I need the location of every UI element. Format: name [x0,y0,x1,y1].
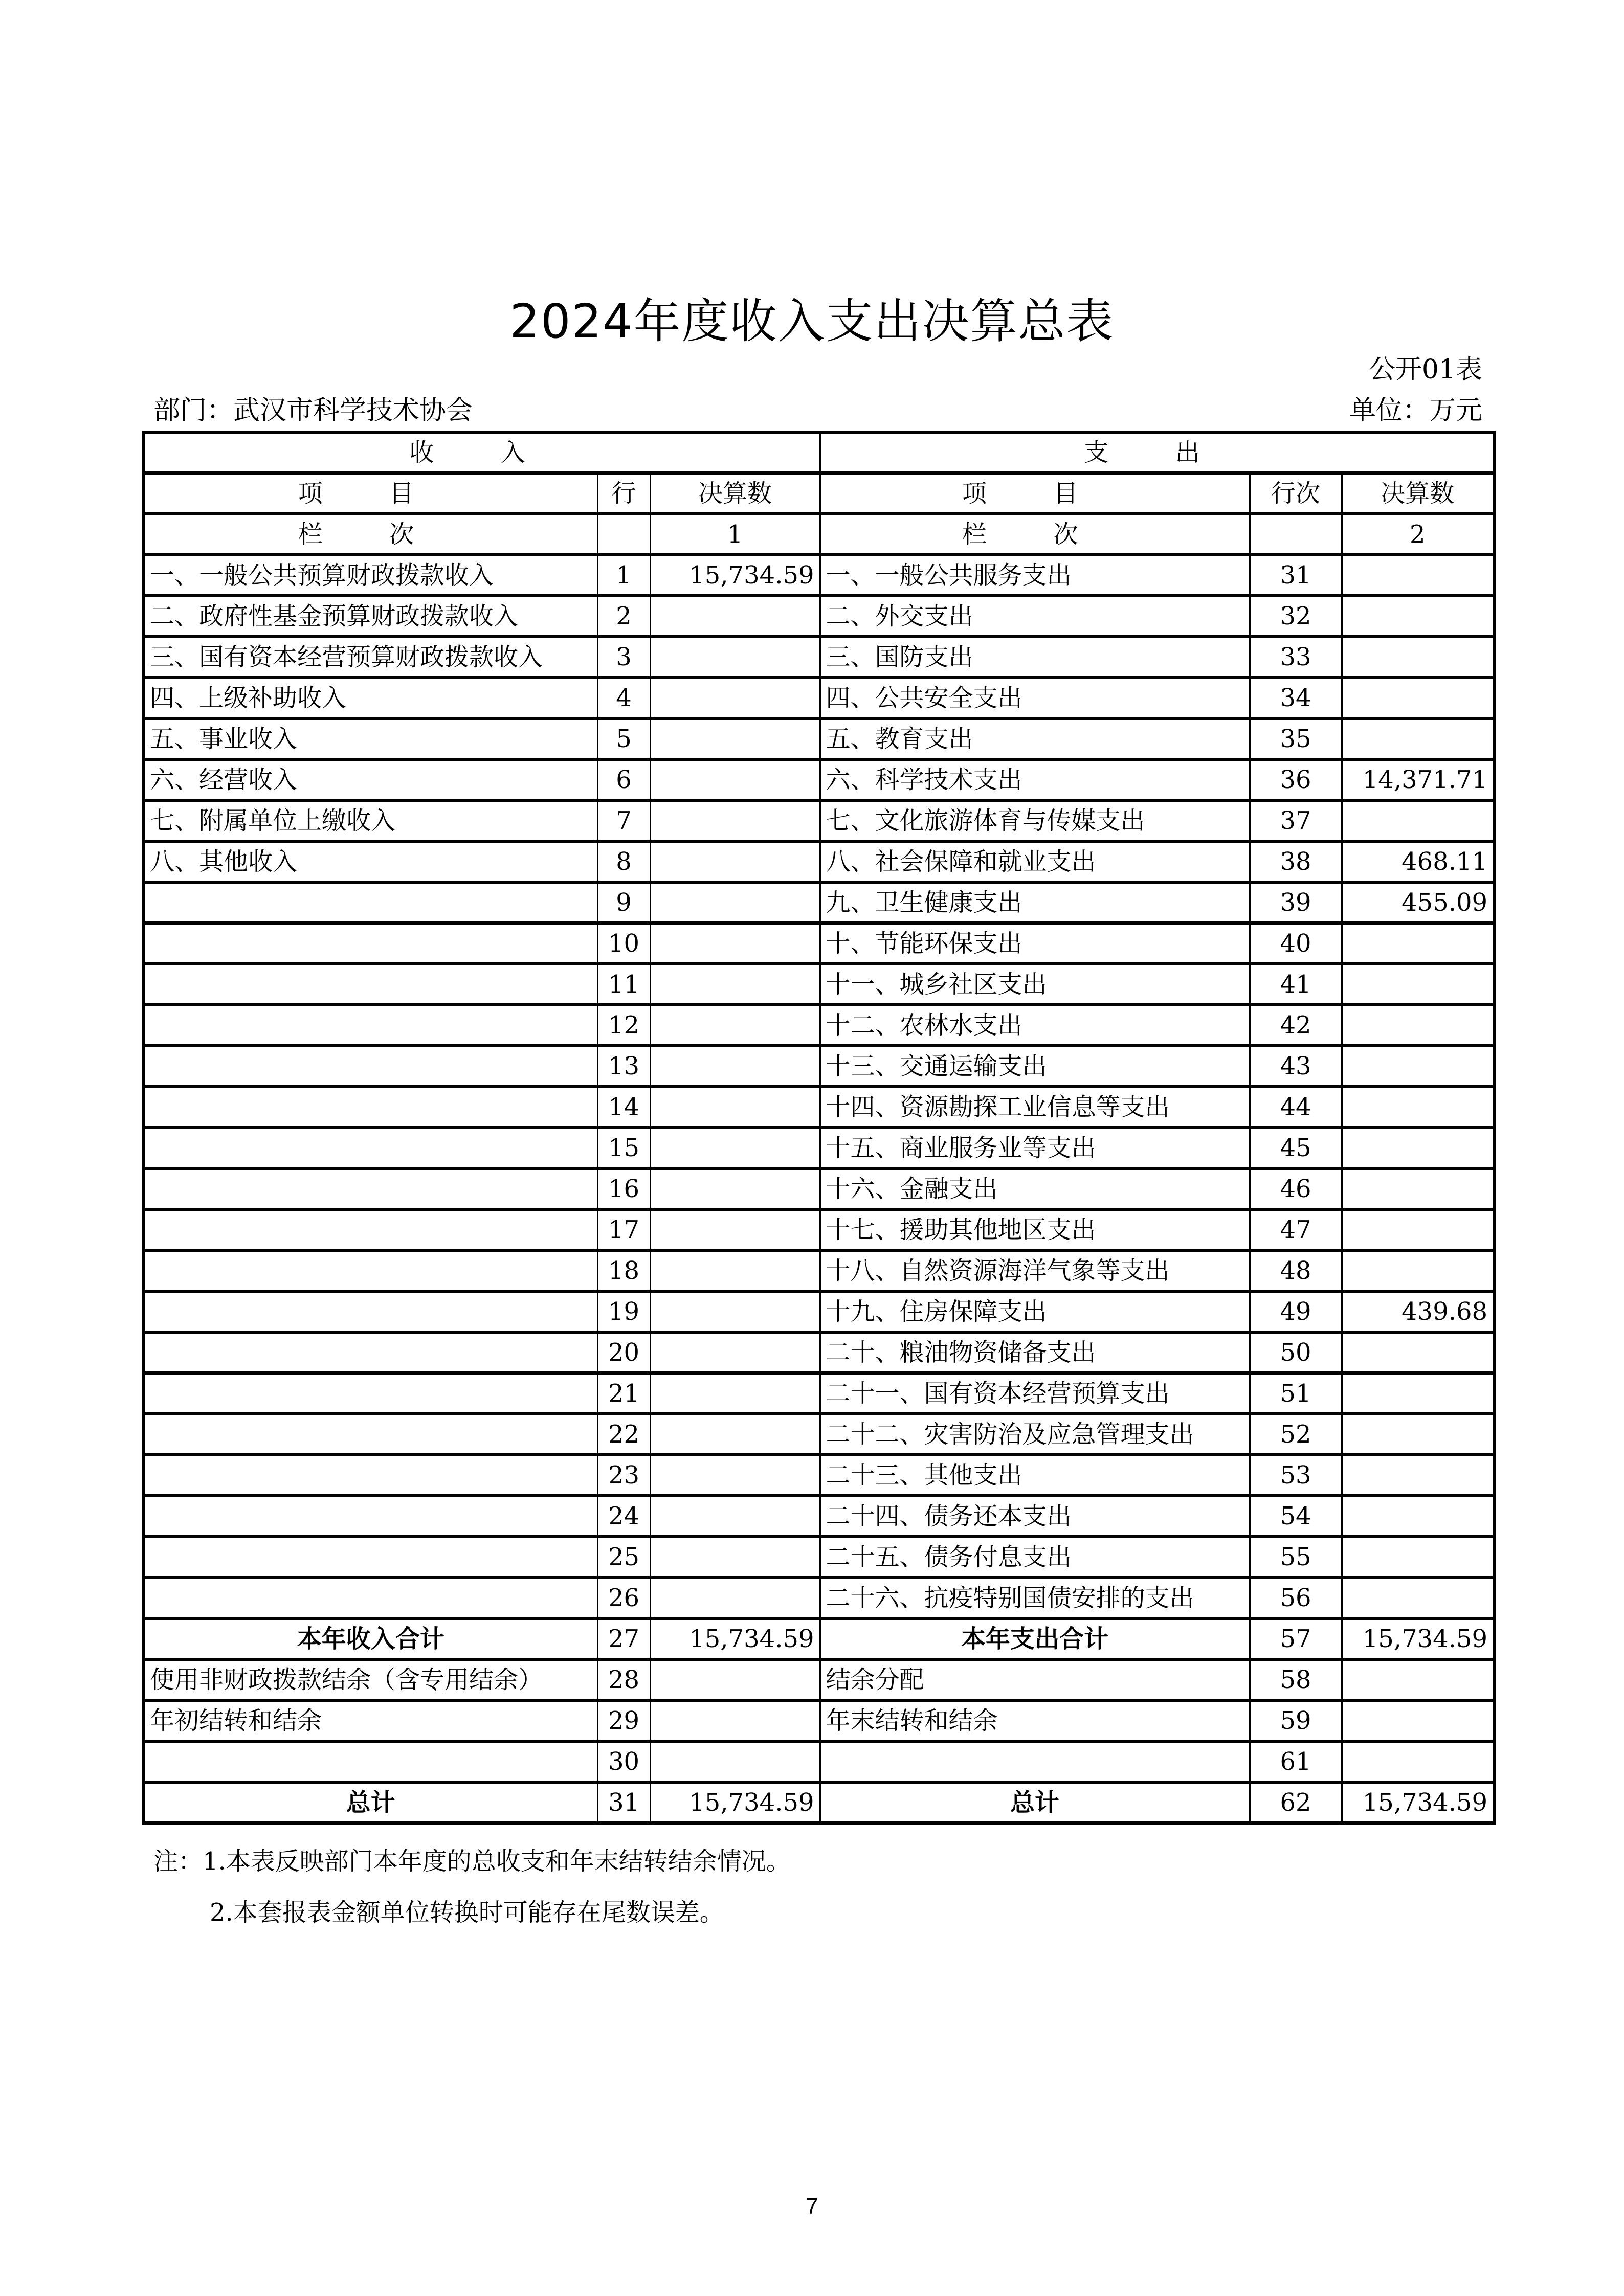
income-item [143,1128,597,1168]
expense-item [820,1741,1250,1782]
department-label: 部门：武汉市科学技术协会 [153,395,473,426]
table-row [143,1332,1494,1373]
table-row [143,1128,1494,1168]
table-row [143,800,1494,841]
income-row-number: 3 [597,637,650,678]
income-row-number: 21 [597,1373,650,1414]
income-amount [650,1005,820,1046]
expense-row-number: 43 [1250,1046,1342,1087]
expense-row-number: 42 [1250,1005,1342,1046]
expense-item: 十五、商业服务业等支出 [820,1128,1250,1168]
income-amount [650,1496,820,1537]
expense-amount [1342,1700,1494,1741]
income-amount [650,1250,820,1291]
expense-index-row [1250,514,1342,555]
table-row [143,1005,1494,1046]
income-amount [650,1537,820,1578]
expense-index-number: 2 [1342,514,1494,555]
expense-item: 二、外交支出 [820,596,1250,637]
income-item: 二、政府性基金预算财政拨款收入 [143,596,597,637]
expense-amount: 439.68 [1342,1291,1494,1332]
income-item-header: 项 目 [143,473,597,514]
income-row-number: 2 [597,596,650,637]
income-item: 四、上级补助收入 [143,678,597,718]
expense-row-number: 38 [1250,841,1342,882]
income-item: 五、事业收入 [143,718,597,759]
income-row-number: 24 [597,1496,650,1537]
expense-row-number: 40 [1250,923,1342,964]
expense-amount [1342,555,1494,596]
income-amount [650,1168,820,1209]
income-item: 使用非财政拨款结余（含专用结余） [143,1659,597,1700]
income-item: 七、附属单位上缴收入 [143,800,597,841]
expense-row-number: 61 [1250,1741,1342,1782]
table-row [143,1373,1494,1414]
expense-amount [1342,1659,1494,1700]
income-row-number: 22 [597,1414,650,1455]
expense-item: 结余分配 [820,1659,1250,1700]
expense-amount: 14,371.71 [1342,759,1494,800]
expense-row-number: 51 [1250,1373,1342,1414]
note-2: 2.本套报表金额单位转换时可能存在尾数误差。 [210,1898,724,1927]
income-row-number: 4 [597,678,650,718]
table-row [143,596,1494,637]
income-row-number: 8 [597,841,650,882]
expense-item: 十六、金融支出 [820,1168,1250,1209]
expense-row-number: 37 [1250,800,1342,841]
income-item [143,1087,597,1128]
expense-amount [1342,1128,1494,1168]
income-item [143,1046,597,1087]
expense-amount [1342,1741,1494,1782]
expense-amount [1342,1414,1494,1455]
income-row-number: 31 [597,1782,650,1823]
expense-item: 二十五、债务付息支出 [820,1537,1250,1578]
income-row-number: 15 [597,1128,650,1168]
table-row [143,678,1494,718]
table-row [143,759,1494,800]
expense-item: 三、国防支出 [820,637,1250,678]
income-item: 八、其他收入 [143,841,597,882]
expense-row-number: 52 [1250,1414,1342,1455]
expense-row-number: 35 [1250,718,1342,759]
income-amount [650,841,820,882]
income-expense-table [142,431,1496,1825]
expense-amount [1342,1537,1494,1578]
table-row [143,1087,1494,1128]
expense-amount [1342,678,1494,718]
income-amount [650,1128,820,1168]
income-index-label: 栏 次 [143,514,597,555]
expense-row-number: 48 [1250,1250,1342,1291]
income-row-number: 16 [597,1168,650,1209]
expense-row-number: 50 [1250,1332,1342,1373]
expense-row-number: 33 [1250,637,1342,678]
expense-item: 二十、粮油物资储备支出 [820,1332,1250,1373]
expense-item: 四、公共安全支出 [820,678,1250,718]
table-row [143,1537,1494,1578]
income-item [143,1537,597,1578]
income-row-number: 13 [597,1046,650,1087]
expense-amount [1342,1005,1494,1046]
expense-item: 二十四、债务还本支出 [820,1496,1250,1537]
income-item: 三、国有资本经营预算财政拨款收入 [143,637,597,678]
income-amount [650,923,820,964]
expense-item: 十、节能环保支出 [820,923,1250,964]
income-amount: 15,734.59 [650,555,820,596]
income-item [143,1005,597,1046]
expense-item: 九、卫生健康支出 [820,882,1250,923]
income-item [143,1496,597,1537]
income-row-number: 23 [597,1455,650,1496]
income-item: 年初结转和结余 [143,1700,597,1741]
income-row-number: 1 [597,555,650,596]
table-row [143,1741,1494,1782]
expense-section-header: 支 出 [820,432,1494,473]
income-amount [650,1209,820,1250]
expense-row-number: 53 [1250,1455,1342,1496]
expense-row-number: 46 [1250,1168,1342,1209]
income-item [143,964,597,1005]
income-item: 本年收入合计 [143,1618,597,1659]
expense-row-number: 56 [1250,1578,1342,1618]
income-amount [650,1700,820,1741]
note-1: 注：1.本表反映部门本年度的总收支和年末结转结余情况。 [153,1847,791,1876]
table-row [143,1209,1494,1250]
table-row [143,1168,1494,1209]
income-row-number: 28 [597,1659,650,1700]
expense-amount: 468.11 [1342,841,1494,882]
income-item [143,1455,597,1496]
table-row [143,1700,1494,1741]
income-item [143,1291,597,1332]
table-row [143,1046,1494,1087]
expense-item: 年末结转和结余 [820,1700,1250,1741]
page-number: 7 [806,2194,818,2219]
income-item [143,1373,597,1414]
expense-item: 二十二、灾害防治及应急管理支出 [820,1414,1250,1455]
income-item [143,1414,597,1455]
income-amount-header: 决算数 [650,473,820,514]
income-item: 总计 [143,1782,597,1823]
expense-item: 总计 [820,1782,1250,1823]
expense-amount [1342,1373,1494,1414]
income-row-number: 7 [597,800,650,841]
expense-item: 八、社会保障和就业支出 [820,841,1250,882]
income-item [143,1209,597,1250]
table-row [143,555,1494,596]
income-item [143,923,597,964]
income-row-number: 19 [597,1291,650,1332]
income-row-number: 30 [597,1741,650,1782]
expense-row-number: 31 [1250,555,1342,596]
income-item [143,882,597,923]
income-row-number: 10 [597,923,650,964]
income-index-number: 1 [650,514,820,555]
table-row [143,1578,1494,1618]
income-amount [650,1046,820,1087]
expense-row-number: 32 [1250,596,1342,637]
expense-item: 本年支出合计 [820,1618,1250,1659]
table-row [143,1291,1494,1332]
table-row [143,841,1494,882]
expense-amount [1342,1168,1494,1209]
income-amount [650,1455,820,1496]
income-amount [650,678,820,718]
expense-item: 五、教育支出 [820,718,1250,759]
income-row-number: 20 [597,1332,650,1373]
income-row-number: 26 [597,1578,650,1618]
income-item: 六、经营收入 [143,759,597,800]
income-item: 一、一般公共预算财政拨款收入 [143,555,597,596]
expense-item: 十七、援助其他地区支出 [820,1209,1250,1250]
table-row [143,1455,1494,1496]
page-title: 2024年度收入支出决算总表 [509,294,1115,349]
income-index-row [597,514,650,555]
expense-amount [1342,800,1494,841]
income-amount [650,1741,820,1782]
income-row-number: 14 [597,1087,650,1128]
income-row-number: 25 [597,1537,650,1578]
expense-amount-header: 决算数 [1342,473,1494,514]
expense-item: 十八、自然资源海洋气象等支出 [820,1250,1250,1291]
expense-row-number: 59 [1250,1700,1342,1741]
expense-item: 十一、城乡社区支出 [820,964,1250,1005]
income-item [143,1250,597,1291]
table-row [143,1414,1494,1455]
income-amount [650,1291,820,1332]
expense-item: 二十一、国有资本经营预算支出 [820,1373,1250,1414]
expense-amount: 455.09 [1342,882,1494,923]
expense-row-number: 41 [1250,964,1342,1005]
income-row-number: 18 [597,1250,650,1291]
income-amount [650,1414,820,1455]
expense-amount [1342,1209,1494,1250]
expense-row-number: 58 [1250,1659,1342,1700]
income-amount [650,800,820,841]
table-row [143,1659,1494,1700]
income-row-number: 17 [597,1209,650,1250]
expense-row-number: 36 [1250,759,1342,800]
expense-amount: 15,734.59 [1342,1782,1494,1823]
expense-item: 六、科学技术支出 [820,759,1250,800]
income-amount [650,759,820,800]
expense-item: 七、文化旅游体育与传媒支出 [820,800,1250,841]
income-amount [650,1332,820,1373]
income-row-number: 29 [597,1700,650,1741]
expense-amount [1342,718,1494,759]
unit-label: 单位：万元 [1349,395,1482,426]
table-row [143,1250,1494,1291]
income-amount [650,882,820,923]
expense-row-number: 57 [1250,1618,1342,1659]
expense-row-number: 49 [1250,1291,1342,1332]
income-row-number: 9 [597,882,650,923]
expense-amount [1342,1455,1494,1496]
expense-row-header: 行次 [1250,473,1342,514]
table-row [143,923,1494,964]
income-amount [650,637,820,678]
income-amount [650,964,820,1005]
income-item [143,1741,597,1782]
income-amount: 15,734.59 [650,1618,820,1659]
expense-item: 十九、住房保障支出 [820,1291,1250,1332]
income-amount [650,1373,820,1414]
table-row [143,637,1494,678]
notes [153,1836,791,1938]
income-item [143,1168,597,1209]
expense-row-number: 34 [1250,678,1342,718]
form-number: 公开01表 [1368,354,1482,385]
expense-amount [1342,1578,1494,1618]
expense-amount [1342,1046,1494,1087]
income-amount [650,1578,820,1618]
expense-item: 二十六、抗疫特别国债安排的支出 [820,1578,1250,1618]
income-item [143,1332,597,1373]
income-item [143,1578,597,1618]
expense-amount [1342,1250,1494,1291]
table-row [143,1782,1494,1823]
expense-amount [1342,637,1494,678]
expense-amount [1342,964,1494,1005]
expense-amount [1342,923,1494,964]
expense-row-number: 54 [1250,1496,1342,1537]
income-amount [650,1659,820,1700]
expense-amount [1342,1496,1494,1537]
income-amount [650,1087,820,1128]
expense-item: 二十三、其他支出 [820,1455,1250,1496]
table-row [143,1496,1494,1537]
table-row [143,718,1494,759]
expense-row-number: 39 [1250,882,1342,923]
expense-index-label: 栏 次 [820,514,1250,555]
expense-amount: 15,734.59 [1342,1618,1494,1659]
expense-item: 十四、资源勘探工业信息等支出 [820,1087,1250,1128]
expense-amount [1342,1087,1494,1128]
income-row-number: 27 [597,1618,650,1659]
expense-row-number: 44 [1250,1087,1342,1128]
expense-item: 一、一般公共服务支出 [820,555,1250,596]
income-row-number: 5 [597,718,650,759]
income-row-number: 12 [597,1005,650,1046]
expense-amount [1342,596,1494,637]
income-amount: 15,734.59 [650,1782,820,1823]
table-row [143,882,1494,923]
expense-row-number: 45 [1250,1128,1342,1168]
expense-row-number: 62 [1250,1782,1342,1823]
table-row [143,1618,1494,1659]
table-row [143,964,1494,1005]
income-amount [650,718,820,759]
expense-item: 十三、交通运输支出 [820,1046,1250,1087]
income-row-number: 11 [597,964,650,1005]
income-amount [650,596,820,637]
income-row-number: 6 [597,759,650,800]
expense-amount [1342,1332,1494,1373]
expense-item: 十二、农林水支出 [820,1005,1250,1046]
expense-row-number: 55 [1250,1537,1342,1578]
expense-item-header: 项 目 [820,473,1250,514]
expense-row-number: 47 [1250,1209,1342,1250]
income-row-header: 行 [597,473,650,514]
income-section-header: 收 入 [143,432,820,473]
